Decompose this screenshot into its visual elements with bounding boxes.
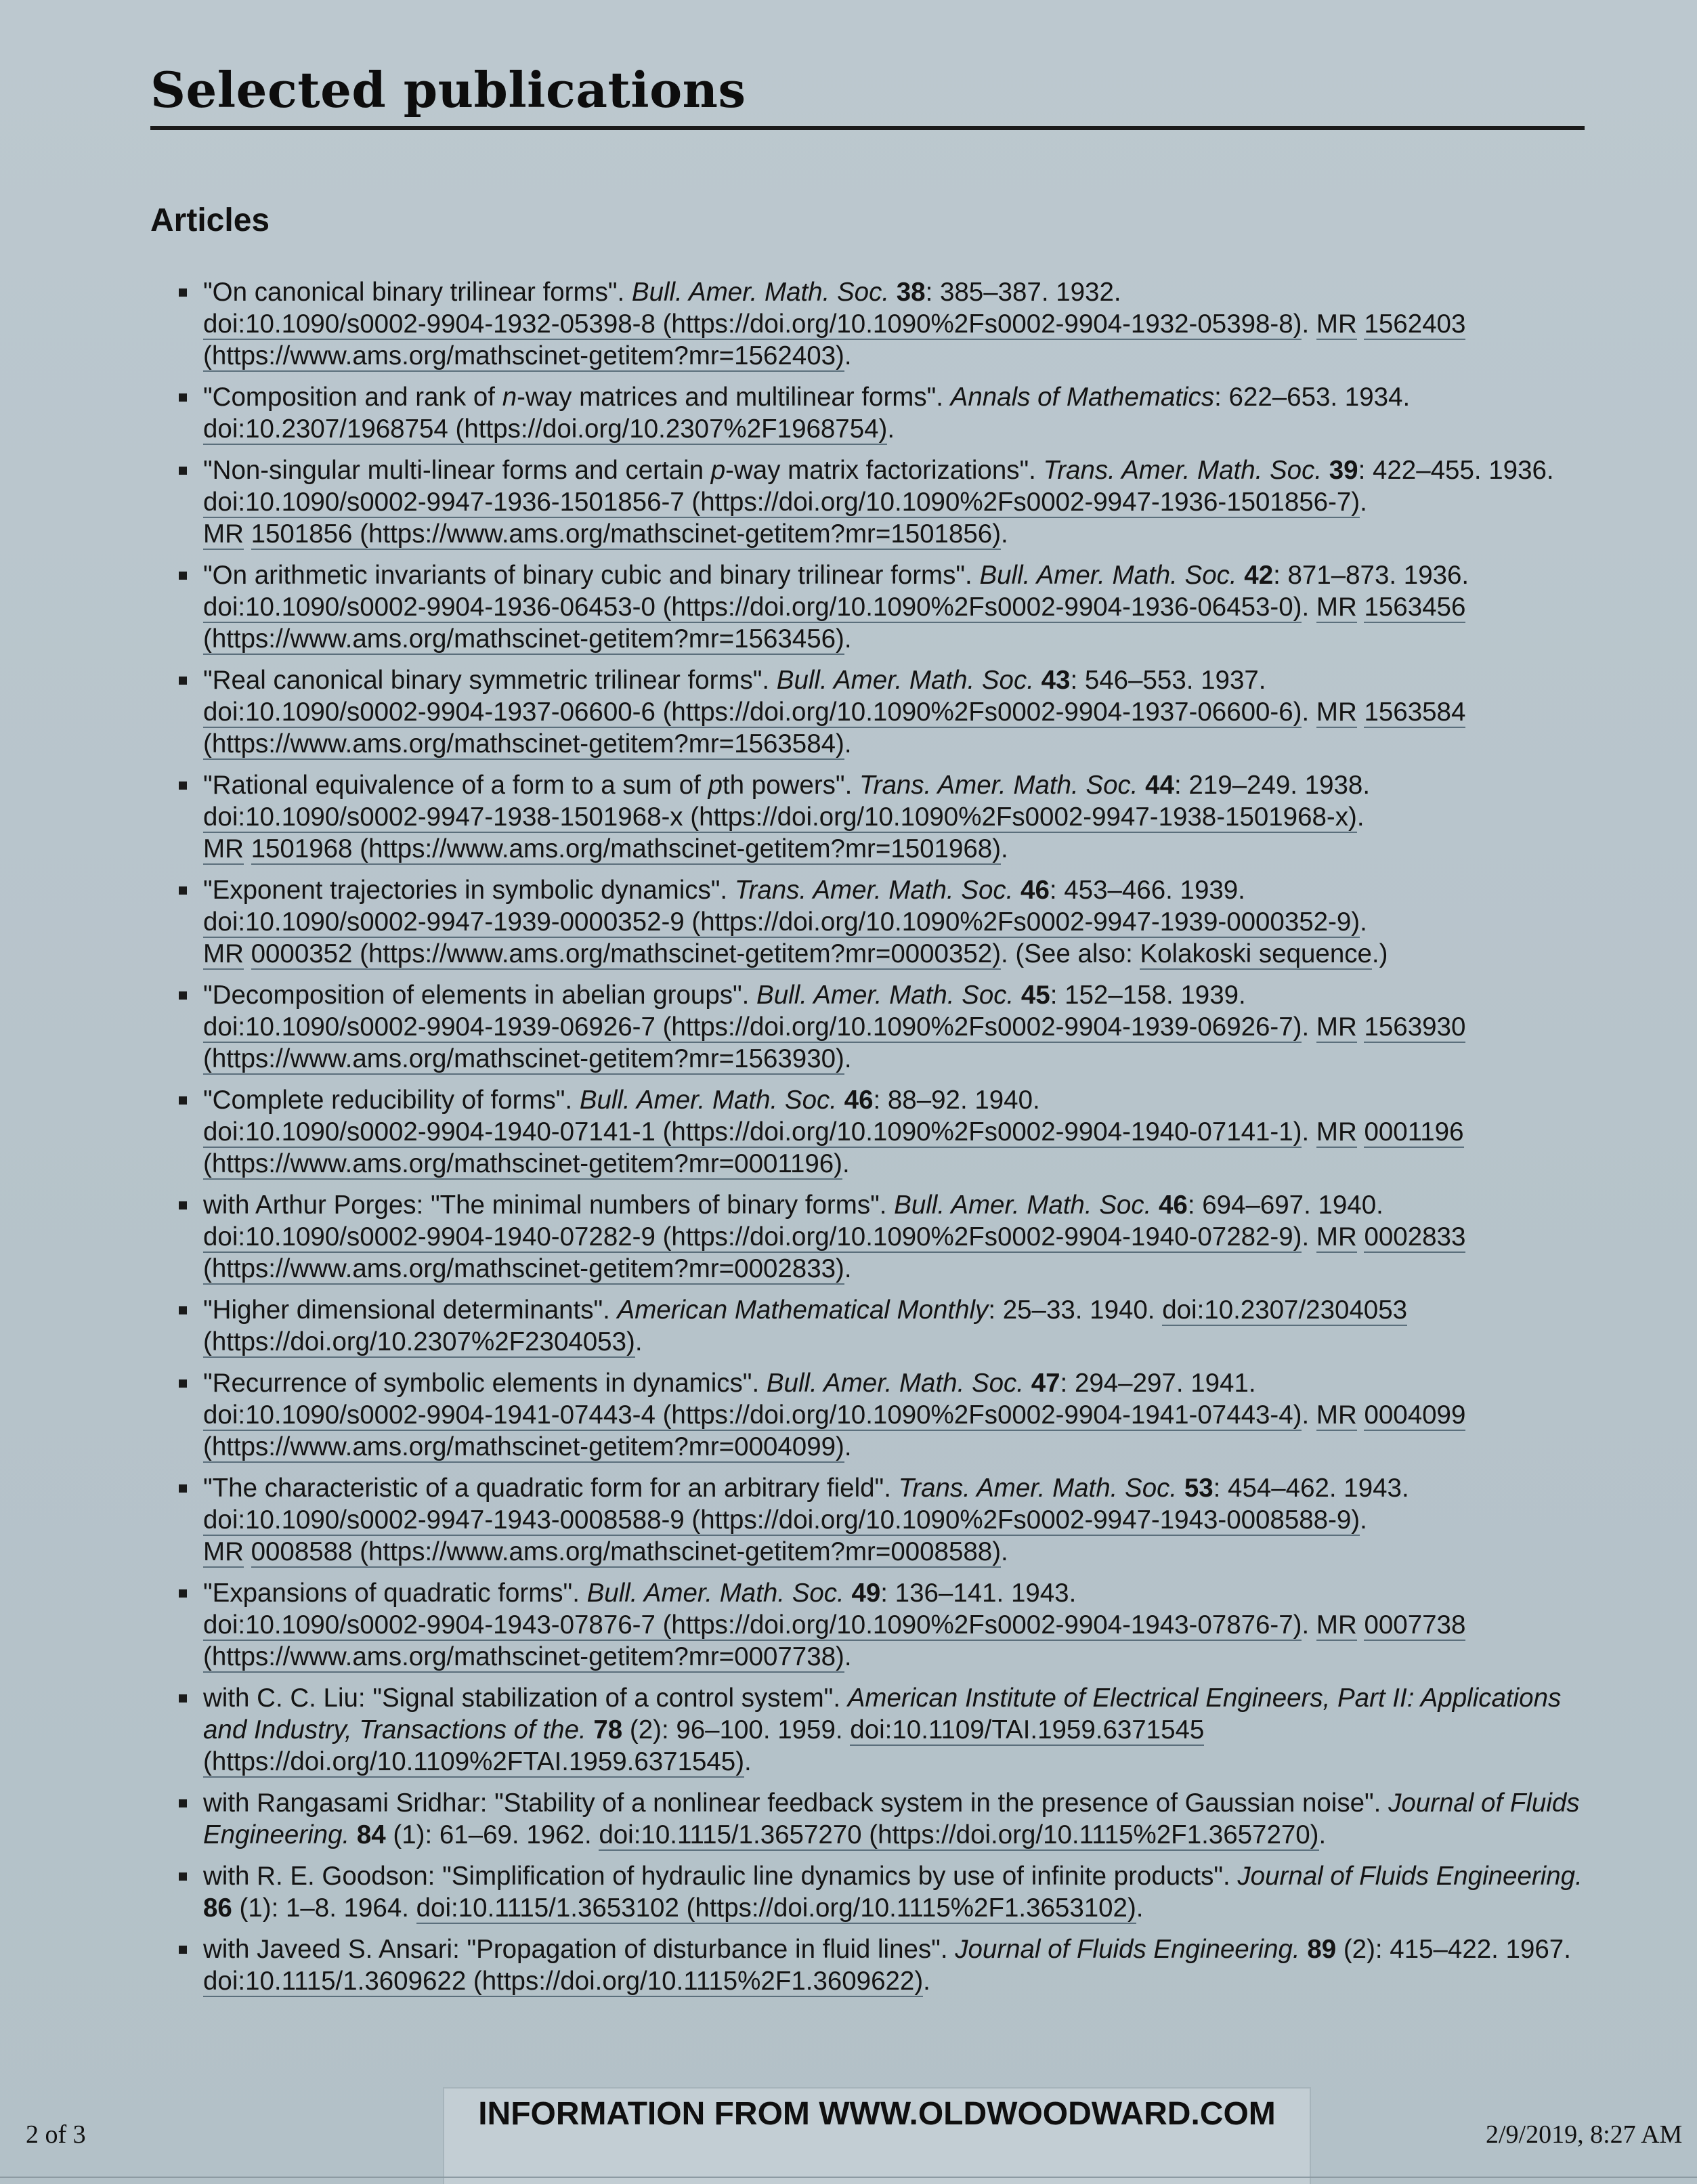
pub-title-italic: n [502, 383, 517, 412]
doi-label-link[interactable]: doi [203, 414, 238, 444]
pub-journal: Trans. Amer. Math. Soc. [1043, 456, 1323, 485]
pub-pages: : 546–553. 1937. [1070, 666, 1266, 695]
bullet-icon [179, 781, 187, 790]
bullet-icon [179, 1379, 187, 1388]
pub-volume: 39 [1329, 456, 1358, 485]
publication-list [203, 276, 1591, 2007]
doi-label-link[interactable]: doi [203, 488, 238, 517]
pub-journal: Bull. Amer. Math. Soc. [586, 1579, 844, 1608]
list-item [203, 1787, 1591, 1851]
pub-end: . [744, 1747, 752, 1776]
mr-label-link[interactable]: MR [203, 1537, 244, 1566]
pub-title: "Recurrence of symbolic elements in dynamics". [203, 1369, 767, 1398]
pub-journal: Trans. Amer. Math. Soc. [859, 771, 1138, 800]
pub-volume: 46 [1021, 876, 1050, 905]
list-item: "Rational equivalence of a form to a sum of pth powers". Trans. Amer. Math. Soc. 44: 219–249. 1938. doi:10.1090/s0002-9947-1938-1501968-x (https://doi.org/10.1090%2Fs0002-9947-1938-1501968-x). MR 1501968 (https://www.ams.org/mathscinet-getitem?mr=1501968). [203, 769, 1591, 865]
list-item [203, 1933, 1591, 1997]
watermark-banner [443, 2087, 1311, 2184]
doi-link[interactable]: :10.1090/s0002-9904-1940-07141-1 (https://doi.org/10.1090%2Fs0002-9904-1940-07141-1) [238, 1117, 1302, 1147]
pub-volume: 49 [851, 1579, 881, 1608]
pub-end: . [844, 1044, 852, 1073]
pub-pages: (2): 96–100. 1959. [622, 1715, 851, 1744]
pub-pages: : 422–455. 1936. [1358, 456, 1554, 485]
pub-pages: : 694–697. 1940. [1187, 1191, 1383, 1220]
pub-title: "Higher dimensional determinants". [203, 1296, 618, 1325]
pub-title: "The characteristic of a quadratic form for an arbitrary field". [203, 1474, 899, 1503]
pub-pages: : 871–873. 1936. [1273, 561, 1469, 590]
list-item: "On arithmetic invariants of binary cubic and binary trilinear forms". Bull. Amer. Math. Soc. 42: 871–873. 1936. doi:10.1090/s0002-9904-1936-06453-0 (https://doi.org/10.1090%2Fs0002-9904-1936-06453-0). MR 1563456 (https://www.ams.org/mathscinet-getitem?mr=1563456). [203, 559, 1591, 655]
pub-end: . [844, 1432, 852, 1461]
pub-title: with C. C. Liu: "Signal stabilization of a control system". [203, 1684, 848, 1713]
mr-label-link[interactable]: MR [203, 519, 244, 549]
mr-link[interactable]: 1563930 (https://www.ams.org/mathscinet-getitem?mr=1563930) [203, 1012, 1466, 1073]
doi-link[interactable]: :10.1115/1.3653102 (https://doi.org/10.1115%2F1.3653102) [451, 1893, 1136, 1923]
bullet-icon [179, 1694, 187, 1703]
pub-title-italic: p [710, 456, 726, 485]
pub-title: "Complete reducibility of forms". [203, 1086, 580, 1115]
pub-end: . [844, 729, 852, 758]
list-item: "Decomposition of elements in abelian groups". Bull. Amer. Math. Soc. 45: 152–158. 1939. doi:10.1090/s0002-9904-1939-06926-7 (https://doi.org/10.1090%2Fs0002-9904-1939-06926-7). MR 1563930 (https://www.ams.org/mathscinet-getitem?mr=1563930). [203, 979, 1591, 1075]
pub-end: . [844, 624, 852, 654]
doi-label-link[interactable]: doi [203, 309, 238, 339]
pub-note: .) [1371, 939, 1388, 968]
bullet-icon [179, 1306, 187, 1314]
pub-pages: : 622–653. 1934. [1214, 383, 1411, 412]
pub-pages: : 385–387. 1932. [925, 278, 1121, 307]
pub-end: . [844, 1642, 852, 1671]
list-item: "Non-singular multi-linear forms and certain p-way matrix factorizations". Trans. Amer. Math. Soc. 39: 422–455. 1936. doi:10.1090/s0002-9947-1936-1501856-7 (https://doi.org/10.1090%2Fs0002-9947-1936-1501856-7). MR 1501856 (https://www.ams.org/mathscinet-getitem?mr=1501856). [203, 454, 1591, 550]
pub-volume: 46 [1158, 1191, 1188, 1220]
pub-pages: : 25–33. 1940. [988, 1296, 1163, 1325]
pub-end: . [923, 1967, 930, 1996]
list-item [203, 1682, 1591, 1778]
pub-pages: : 294–297. 1941. [1060, 1369, 1256, 1398]
kolakoski-link[interactable]: Kolakoski sequence [1140, 939, 1372, 968]
mr-link[interactable]: 1501968 (https://www.ams.org/mathscinet-getitem?mr=1501968) [251, 834, 1002, 863]
page-number: 2 of 3 [26, 2120, 86, 2149]
pub-journal: Journal of Fluids Engineering. [955, 1935, 1300, 1964]
bullet-icon [179, 677, 187, 685]
doi-link[interactable]: :10.1090/s0002-9947-1938-1501968-x (https://doi.org/10.1090%2Fs0002-9947-1938-1501968-x) [238, 802, 1357, 832]
doi-link[interactable]: :10.1090/s0002-9904-1932-05398-8 (https://doi.org/10.1090%2Fs0002-9904-1932-05398-8) [238, 309, 1302, 339]
bullet-icon [179, 1872, 187, 1881]
pub-note: . (See also: [1001, 939, 1140, 968]
pub-end: . [1001, 519, 1008, 549]
watermark-text: INFORMATION FROM WWW.OLDWOODWARD.COM [478, 2096, 1276, 2132]
bullet-icon [179, 393, 187, 402]
doi-label-link[interactable]: doi [203, 802, 238, 832]
mr-label-link[interactable]: MR [1316, 1222, 1357, 1251]
pub-title: -way matrix factorizations". [725, 456, 1044, 485]
pub-title: -way matrices and multilinear forms". [517, 383, 951, 412]
bullet-icon [179, 1589, 187, 1598]
doi-link[interactable]: :10.1090/s0002-9904-1940-07282-9 (https://doi.org/10.1090%2Fs0002-9904-1940-07282-9) [238, 1222, 1302, 1251]
pub-title-italic: p [708, 771, 723, 800]
doi-link[interactable]: :10.1090/s0002-9947-1936-1501856-7 (https://doi.org/10.1090%2Fs0002-9947-1936-1501856-7) [238, 488, 1360, 517]
pub-pages: : 219–249. 1938. [1174, 771, 1371, 800]
list-item: "On canonical binary trilinear forms". Bull. Amer. Math. Soc. 38: 385–387. 1932. doi:10.1090/s0002-9904-1932-05398-8 (https://doi.org/10.1090%2Fs0002-9904-1932-05398-8). MR 1562403 (https://www.ams.org/mathscinet-getitem?mr=1562403). [203, 276, 1591, 372]
pub-pages: (2): 415–422. 1967. [1336, 1935, 1571, 1964]
pub-end: . [844, 1254, 852, 1283]
pub-title: "Composition and rank of [203, 383, 502, 412]
pub-volume: 45 [1021, 981, 1050, 1010]
pub-journal: Bull. Amer. Math. Soc. [766, 1369, 1025, 1398]
mr-link[interactable]: 0002833 (https://www.ams.org/mathscinet-getitem?mr=0002833) [203, 1222, 1466, 1283]
mr-link[interactable]: 0004099 (https://www.ams.org/mathscinet-getitem?mr=0004099) [203, 1400, 1466, 1461]
pub-volume: 38 [896, 278, 926, 307]
doi-label-link[interactable]: doi [203, 1967, 238, 1996]
pub-volume: 84 [356, 1820, 386, 1849]
pub-volume: 46 [844, 1086, 874, 1115]
doi-label-link[interactable]: doi [203, 1400, 238, 1430]
mr-label-link[interactable]: MR [1316, 698, 1357, 727]
pub-title: "Rational equivalence of a form to a sum of [203, 771, 708, 800]
doi-link[interactable]: :10.1109/TAI.1959.6371545 (https://doi.org/10.1109%2FTAI.1959.6371545) [203, 1715, 1205, 1776]
pub-journal: Bull. Amer. Math. Soc. [631, 278, 890, 307]
bullet-icon [179, 572, 187, 580]
doi-link[interactable]: :10.1090/s0002-9904-1943-07876-7 (https://doi.org/10.1090%2Fs0002-9904-1943-07876-7) [238, 1610, 1302, 1640]
pub-end: . [1001, 1537, 1008, 1566]
list-item [203, 1294, 1591, 1358]
pub-pages: (1): 61–69. 1962. [385, 1820, 599, 1849]
doi-link[interactable]: :10.1115/1.3657270 (https://doi.org/10.1115%2F1.3657270) [633, 1820, 1319, 1849]
mr-label-link[interactable]: MR [203, 834, 244, 863]
section-heading: Articles [150, 202, 270, 238]
mr-label-link[interactable]: MR [1316, 309, 1357, 339]
mr-link[interactable]: 1501856 (https://www.ams.org/mathscinet-getitem?mr=1501856) [251, 519, 1002, 549]
bullet-icon [179, 288, 187, 297]
bullet-icon [179, 1484, 187, 1493]
doi-label-link[interactable]: doi [416, 1893, 452, 1923]
pub-pages: : 136–141. 1943. [880, 1579, 1077, 1608]
pub-title: "Non-singular multi-linear forms and certain [203, 456, 711, 485]
mr-label-link[interactable]: MR [1316, 593, 1357, 622]
pub-title: "On arithmetic invariants of binary cubic and binary trilinear forms". [203, 561, 980, 590]
pub-title: "Exponent trajectories in symbolic dynamics". [203, 876, 735, 905]
list-item: "The characteristic of a quadratic form for an arbitrary field". Trans. Amer. Math. Soc. 53: 454–462. 1943. doi:10.1090/s0002-9947-1943-0008588-9 (https://doi.org/10.1090%2Fs0002-9947-1943-0008588-9). MR 0008588 (https://www.ams.org/mathscinet-getitem?mr=0008588). [203, 1472, 1591, 1568]
pub-volume: 42 [1244, 561, 1274, 590]
pub-end: . [887, 414, 895, 444]
list-item: with Arthur Porges: "The minimal numbers of binary forms". Bull. Amer. Math. Soc. 46: 694–697. 1940. doi:10.1090/s0002-9904-1940-07282-9 (https://doi.org/10.1090%2Fs0002-9904-1940-07282-9). MR 0002833 (https://www.ams.org/mathscinet-getitem?mr=0002833). [203, 1189, 1591, 1285]
pub-journal: Trans. Amer. Math. Soc. [898, 1474, 1178, 1503]
pub-journal: Annals of Mathematics [950, 383, 1215, 412]
pub-end: . [1318, 1820, 1327, 1849]
doi-link[interactable]: :10.1090/s0002-9904-1939-06926-7 (https://doi.org/10.1090%2Fs0002-9904-1939-06926-7) [238, 1012, 1302, 1042]
mr-link[interactable]: 0008588 (https://www.ams.org/mathscinet-getitem?mr=0008588) [251, 1537, 1002, 1566]
pub-pages: (1): 1–8. 1964. [232, 1893, 416, 1923]
doi-link[interactable]: :10.1090/s0002-9904-1941-07443-4 (https://doi.org/10.1090%2Fs0002-9904-1941-07443-4) [238, 1400, 1302, 1430]
mr-link[interactable]: 1563456 (https://www.ams.org/mathscinet-getitem?mr=1563456) [203, 593, 1466, 654]
bullet-icon [179, 1201, 187, 1209]
doi-label-link[interactable]: doi [203, 1222, 238, 1251]
pub-journal: Bull. Amer. Math. Soc. [756, 981, 1014, 1010]
pub-journal: American Institute of Electrical Engineers, Part II: Applications and Industry, Transactions of the. [203, 1684, 1562, 1744]
pub-title: with Arthur Porges: "The minimal numbers of binary forms". [203, 1191, 895, 1220]
pub-pages: : 453–466. 1939. [1049, 876, 1245, 905]
doi-link[interactable]: :10.1090/s0002-9904-1936-06453-0 (https://doi.org/10.1090%2Fs0002-9904-1936-06453-0) [238, 593, 1302, 622]
pub-end: . [1136, 1893, 1144, 1923]
doi-link[interactable]: :10.1115/1.3609622 (https://doi.org/10.1115%2F1.3609622) [238, 1967, 924, 1996]
mr-label-link[interactable]: MR [1316, 1610, 1357, 1640]
pub-journal: Bull. Amer. Math. Soc. [776, 666, 1034, 695]
mr-label-link[interactable]: MR [1316, 1400, 1357, 1430]
pub-journal: Bull. Amer. Math. Soc. [979, 561, 1237, 590]
doi-label-link[interactable]: doi [203, 1505, 238, 1535]
bullet-icon [179, 1799, 187, 1807]
mr-label-link[interactable]: MR [1316, 1117, 1357, 1147]
pub-volume: 86 [203, 1893, 232, 1923]
pub-end: . [635, 1327, 643, 1356]
doi-label-link[interactable]: doi [203, 698, 238, 727]
bullet-icon [179, 467, 187, 475]
pub-end: . [842, 1149, 850, 1178]
list-item: "Expansions of quadratic forms". Bull. Amer. Math. Soc. 49: 136–141. 1943. doi:10.1090/s0002-9904-1943-07876-7 (https://doi.org/10.1090%2Fs0002-9904-1943-07876-7). MR 0007738 (https://www.ams.org/mathscinet-getitem?mr=0007738). [203, 1577, 1591, 1673]
pub-pages: : 454–462. 1943. [1213, 1474, 1409, 1503]
doi-label-link[interactable]: doi [203, 1610, 238, 1640]
pub-title: th powers". [722, 771, 859, 800]
doi-label-link[interactable]: doi [203, 907, 238, 937]
bullet-icon [179, 1946, 187, 1954]
mr-label-link[interactable]: MR [203, 939, 244, 968]
pub-pages: : 88–92. 1940. [873, 1086, 1040, 1115]
doi-label-link[interactable]: doi [203, 1117, 238, 1147]
pub-volume: 78 [593, 1715, 623, 1744]
pub-journal: Bull. Amer. Math. Soc. [894, 1191, 1152, 1220]
page-title: Selected publications [150, 61, 746, 119]
pub-title: with R. E. Goodson: "Simplification of hydraulic line dynamics by use of infinite products". [203, 1862, 1238, 1891]
mr-link[interactable]: 1562403 (https://www.ams.org/mathscinet-getitem?mr=1562403) [203, 309, 1466, 370]
doi-link[interactable]: :10.1090/s0002-9947-1943-0008588-9 (https://doi.org/10.1090%2Fs0002-9947-1943-0008588-9) [238, 1505, 1360, 1535]
pub-volume: 53 [1184, 1474, 1213, 1503]
list-item: "Exponent trajectories in symbolic dynamics". Trans. Amer. Math. Soc. 46: 453–466. 1939. doi:10.1090/s0002-9947-1939-0000352-9 (https://doi.org/10.1090%2Fs0002-9947-1939-0000352-9). MR 0000352 (https://www.ams.org/mathscinet-getitem?mr=0000352). (See also: Kolakoski sequence.) [203, 874, 1591, 970]
mr-link[interactable]: 0001196 (https://www.ams.org/mathscinet-getitem?mr=0001196) [203, 1117, 1464, 1178]
pub-pages: : 152–158. 1939. [1050, 981, 1246, 1010]
doi-link[interactable]: :10.2307/1968754 (https://doi.org/10.2307%2F1968754) [238, 414, 888, 444]
list-item: "Recurrence of symbolic elements in dynamics". Bull. Amer. Math. Soc. 47: 294–297. 1941. doi:10.1090/s0002-9904-1941-07443-4 (https://doi.org/10.1090%2Fs0002-9904-1941-07443-4). MR 0004099 (https://www.ams.org/mathscinet-getitem?mr=0004099). [203, 1367, 1591, 1463]
print-timestamp: 2/9/2019, 8:27 AM [1486, 2120, 1683, 2149]
doi-label-link[interactable]: doi [1162, 1296, 1197, 1325]
pub-end: . [1001, 834, 1008, 863]
pub-volume: 44 [1145, 771, 1174, 800]
pub-volume: 43 [1041, 666, 1071, 695]
pub-title: "Decomposition of elements in abelian groups". [203, 981, 757, 1010]
pub-volume: 47 [1031, 1369, 1060, 1398]
pub-end: . [844, 341, 852, 370]
list-item: "Real canonical binary symmetric trilinear forms". Bull. Amer. Math. Soc. 43: 546–553. 1937. doi:10.1090/s0002-9904-1937-06600-6 (https://doi.org/10.1090%2Fs0002-9904-1937-06600-6). MR 1563584 (https://www.ams.org/mathscinet-getitem?mr=1563584). [203, 664, 1591, 760]
mr-link[interactable]: 0000352 (https://www.ams.org/mathscinet-getitem?mr=0000352) [251, 939, 1002, 968]
pub-journal: American Mathematical Monthly [617, 1296, 989, 1325]
doi-label-link[interactable]: doi [850, 1715, 885, 1744]
pub-title: "Real canonical binary symmetric trilinear forms". [203, 666, 777, 695]
pub-title: with Javeed S. Ansari: "Propagation of disturbance in fluid lines". [203, 1935, 955, 1964]
doi-label-link[interactable]: doi [599, 1820, 634, 1849]
pub-volume: 89 [1307, 1935, 1337, 1964]
doi-label-link[interactable]: doi [203, 1012, 238, 1042]
mr-link[interactable]: 1563584 (https://www.ams.org/mathscinet-getitem?mr=1563584) [203, 698, 1466, 758]
bullet-icon [179, 991, 187, 1000]
mr-link[interactable]: 0007738 (https://www.ams.org/mathscinet-getitem?mr=0007738) [203, 1610, 1466, 1671]
mr-label-link[interactable]: MR [1316, 1012, 1357, 1042]
doi-link[interactable]: :10.1090/s0002-9904-1937-06600-6 (https://doi.org/10.1090%2Fs0002-9904-1937-06600-6) [238, 698, 1302, 727]
pub-journal: Journal of Fluids Engineering. [1237, 1862, 1583, 1891]
pub-journal: Trans. Amer. Math. Soc. [734, 876, 1014, 905]
list-item [203, 1860, 1591, 1924]
bullet-icon [179, 1096, 187, 1105]
pub-title: "On canonical binary trilinear forms". [203, 278, 632, 307]
title-divider [150, 126, 1585, 130]
list-item [203, 381, 1591, 445]
doi-label-link[interactable]: doi [203, 593, 238, 622]
footer-divider [0, 2177, 1697, 2178]
pub-title: with Rangasami Sridhar: "Stability of a nonlinear feedback system in the presence of Gaussian noise". [203, 1789, 1389, 1818]
doi-link[interactable]: :10.1090/s0002-9947-1939-0000352-9 (https://doi.org/10.1090%2Fs0002-9947-1939-0000352-9) [238, 907, 1360, 937]
list-item: "Complete reducibility of forms". Bull. Amer. Math. Soc. 46: 88–92. 1940. doi:10.1090/s0002-9904-1940-07141-1 (https://doi.org/10.1090%2Fs0002-9904-1940-07141-1). MR 0001196 (https://www.ams.org/mathscinet-getitem?mr=0001196). [203, 1084, 1591, 1180]
doi-link[interactable]: :10.2307/2304053 (https://doi.org/10.2307%2F2304053) [203, 1296, 1408, 1356]
pub-journal: Journal of Fluids Engineering. [203, 1789, 1580, 1849]
pub-title: "Expansions of quadratic forms". [203, 1579, 587, 1608]
pub-journal: Bull. Amer. Math. Soc. [579, 1086, 837, 1115]
bullet-icon [179, 886, 187, 895]
